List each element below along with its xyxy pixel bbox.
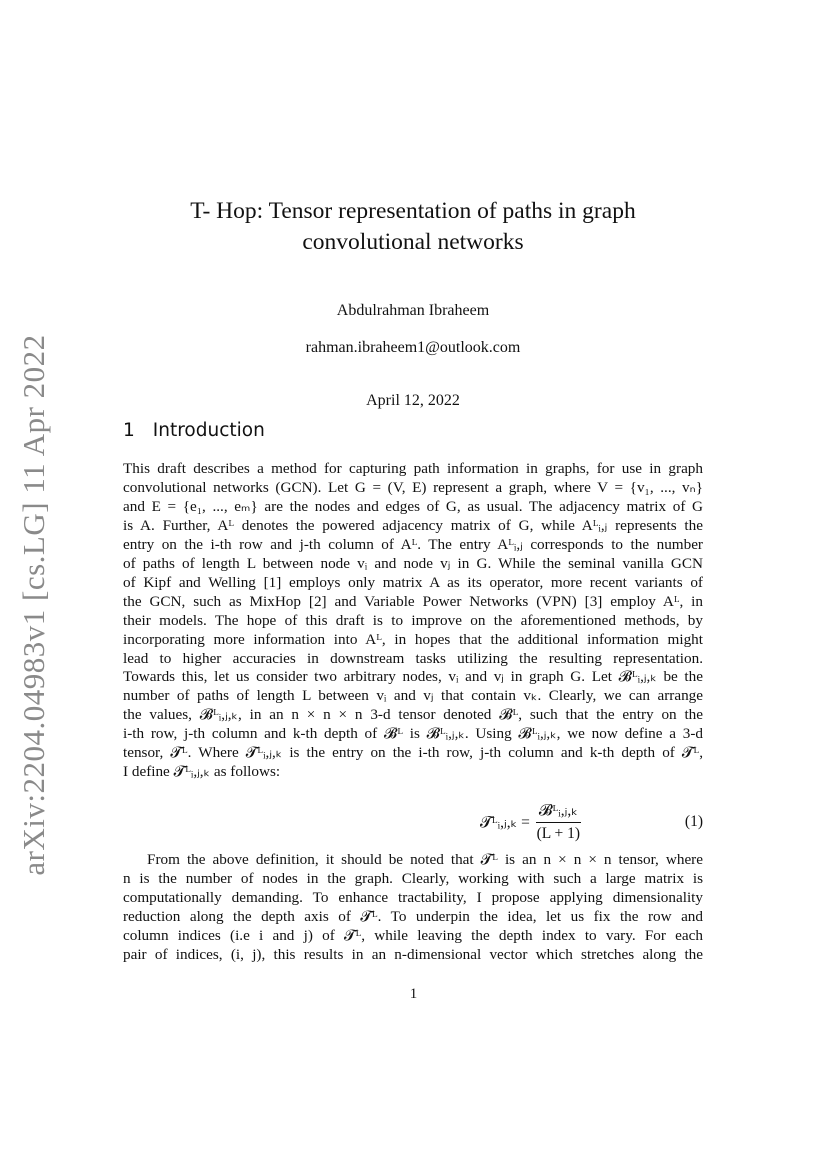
text-line: of Kipf and Welling [1] employs only matrix A as its operator, more recent variants of <box>123 573 703 591</box>
equation-body <box>480 798 581 846</box>
text-line: computationally demanding. To enhance tractability, I propose applying dimensionality <box>123 888 703 906</box>
equation-1 <box>123 798 703 846</box>
text-line: n is the number of nodes in the graph. Clearly, working with such a large matrix is <box>123 869 703 887</box>
author-name: Abdulrahman Ibraheem <box>336 302 490 319</box>
paper-title <box>123 196 703 258</box>
section-heading <box>123 420 265 441</box>
text-line: incorporating more information into Aᴸ, in hopes that the additional information might <box>123 630 703 648</box>
text-line: This draft describes a method for capturing path information in graphs, for use in graph <box>123 460 703 477</box>
equation-denominator: (L + 1) <box>536 825 581 842</box>
text-line: pair of indices, (i, j), this results in an n-dimensional vector which stretches along the <box>123 945 703 963</box>
author-email: rahman.ibraheem1@outlook.com <box>305 339 521 356</box>
text-line: entry on the i-th row and j-th column of Aᴸ. The entry Aᴸᵢ,ⱼ corresponds to the number <box>123 535 703 553</box>
section-title: Introduction <box>152 420 265 441</box>
arxiv-sidebar <box>14 334 54 876</box>
arxiv-identifier: arXiv:2204.04983v1 [cs.LG] 11 Apr 2022 <box>16 334 51 876</box>
text-line: I define 𝓣ᴸᵢ,ⱼ,ₖ as follows: <box>123 763 281 781</box>
title-line-1: T- Hop: Tensor representation of paths in graph <box>190 198 636 224</box>
text-line: i-th row, j-th column and k-th depth of 𝓑ᴸ is 𝓑ᴸᵢ,ⱼ,ₖ. Using 𝓑ᴸᵢ,ⱼ,ₖ, we now define a 3-d <box>123 725 703 743</box>
text-line: reduction along the depth axis of 𝓣ᴸ. To underpin the idea, let us fix the row and <box>123 907 703 925</box>
paper-date: April 12, 2022 <box>366 392 460 409</box>
equation-lhs: 𝓣ᴸᵢ,ⱼ,ₖ = <box>480 813 530 831</box>
text-line: is A. Further, Aᴸ denotes the powered adjacency matrix of G, while Aᴸᵢ,ⱼ represents the <box>123 516 703 534</box>
text-line: number of paths of length L between vᵢ and vⱼ that contain vₖ. Clearly, we can arrange <box>123 687 703 705</box>
section-number: 1 <box>123 420 135 441</box>
text-line: column indices (i.e i and j) of 𝓣ᴸ, while leaving the depth index to vary. For each <box>123 926 703 944</box>
title-line-2: convolutional networks <box>302 229 524 255</box>
paragraph-definition <box>123 851 703 965</box>
equation-numerator: 𝓑ᴸᵢ,ⱼ,ₖ <box>536 801 581 823</box>
text-line: Towards this, let us consider two arbitrary nodes, vᵢ and vⱼ in graph G. Let 𝓑ᴸᵢ,ⱼ,ₖ be the <box>123 668 703 686</box>
text-line: their models. The hope of this draft is to improve on the aforementioned methods, by <box>123 611 703 629</box>
text-line: From the above definition, it should be noted that 𝓣ᴸ is an n × n × n tensor, where <box>147 851 703 868</box>
equation-fraction <box>536 801 581 843</box>
text-line: tensor, 𝓣ᴸ. Where 𝓣ᴸᵢ,ⱼ,ₖ is the entry on the i-th row, j-th column and k-th depth of 𝓣ᴸ, <box>123 744 703 762</box>
paragraph-intro <box>123 460 703 782</box>
title-block <box>123 196 703 410</box>
text-line: lead to higher accuracies in downstream tasks utilizing the resulting representation. <box>123 649 703 667</box>
text-line: convolutional networks (GCN). Let G = (V, E) represent a graph, where V = {v₁, ..., vₙ} <box>123 478 703 496</box>
text-line: of paths of length L between node vᵢ and node vⱼ in G. While the seminal vanilla GCN <box>123 554 703 572</box>
text-line: the values, 𝓑ᴸᵢ,ⱼ,ₖ, in an n × n × n 3-d tensor denoted 𝓑ᴸ, such that the entry on the <box>123 706 703 724</box>
text-line: and E = {e₁, ..., eₘ} are the nodes and edges of G, as usual. The adjacency matrix of G <box>123 497 703 515</box>
page-number: 1 <box>409 986 418 1002</box>
equation-number: (1) <box>684 813 703 830</box>
text-line: the GCN, such as MixHop [2] and Variable Power Networks (VPN) [3] employ Aᴸ, in <box>123 592 703 610</box>
